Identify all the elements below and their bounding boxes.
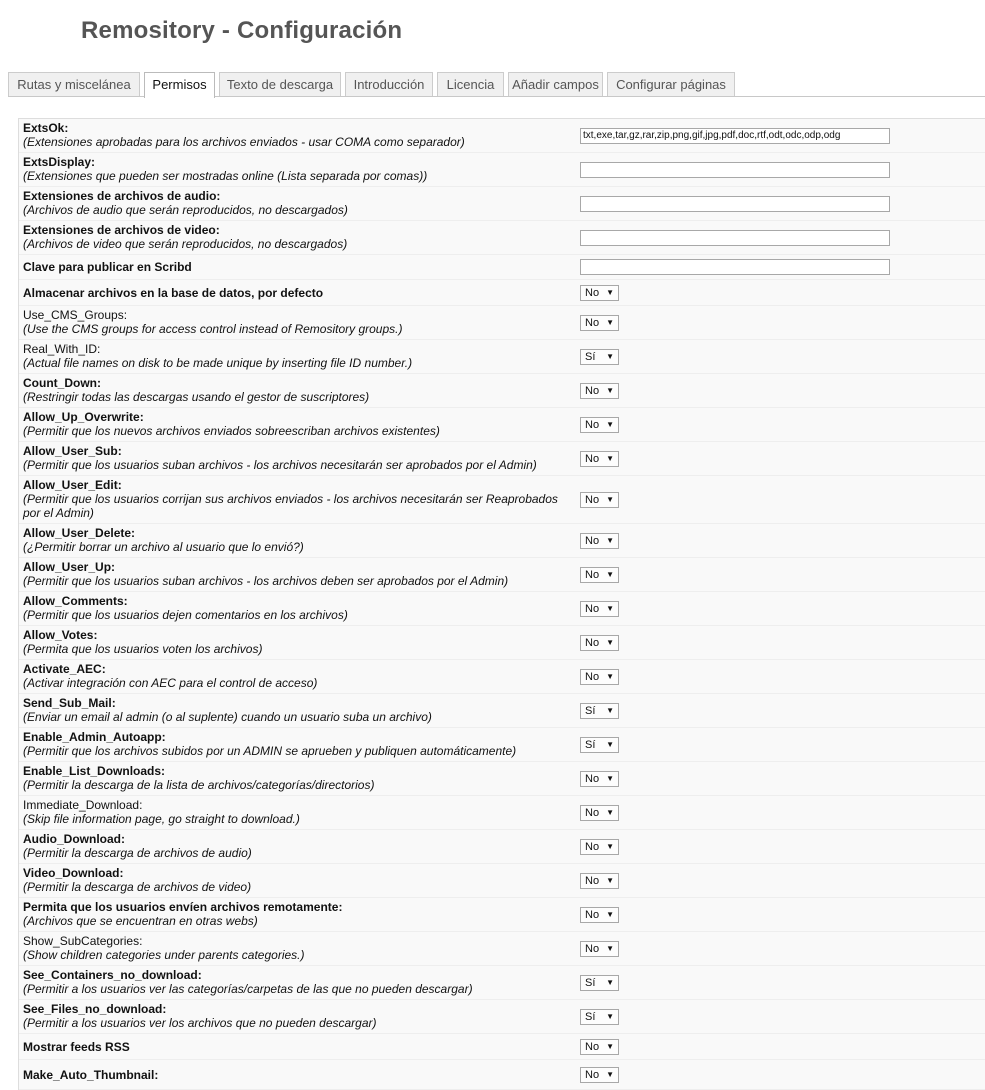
setting-name: Show_SubCategories:: [23, 934, 143, 948]
setting-yes-no-select[interactable]: [580, 703, 619, 719]
setting-label: [23, 1068, 573, 1082]
setting-description: (Enviar un email al admin (o al suplente) cuando un usuario suba un archivo): [23, 710, 432, 724]
setting-label: [23, 260, 573, 274]
setting-description: (Permitir a los usuarios ver los archivos que no pueden descargar): [23, 1016, 377, 1030]
setting-row: [19, 255, 985, 280]
setting-yes-no-select[interactable]: [580, 349, 619, 365]
setting-name: Audio_Download:: [23, 832, 125, 846]
setting-yes-no-select[interactable]: [580, 601, 619, 617]
setting-name: Allow_User_Delete:: [23, 526, 136, 540]
dropdown-arrow-icon: ▼: [606, 569, 614, 579]
setting-label: [23, 900, 573, 928]
select-value: No: [585, 1068, 600, 1081]
setting-row: [19, 932, 985, 966]
setting-label: [23, 968, 573, 996]
setting-yes-no-select[interactable]: [580, 417, 619, 433]
setting-row: [19, 1060, 985, 1090]
setting-name: See_Containers_no_download:: [23, 968, 202, 982]
setting-row: [19, 306, 985, 340]
setting-label: [23, 189, 573, 217]
setting-yes-no-select[interactable]: [580, 451, 619, 467]
dropdown-arrow-icon: ▼: [606, 419, 614, 429]
select-value: No: [585, 636, 600, 649]
select-value: No: [585, 493, 600, 506]
setting-yes-no-select[interactable]: [580, 941, 619, 957]
setting-name: Allow_Comments:: [23, 594, 128, 608]
setting-label: [23, 410, 573, 438]
setting-row: [19, 1034, 985, 1060]
setting-row: [19, 626, 985, 660]
setting-description: (Permitir la descarga de archivos de video): [23, 880, 252, 894]
dropdown-arrow-icon: ▼: [606, 807, 614, 817]
setting-description: (Archivos de video que serán reproducidos, no descargados): [23, 237, 348, 251]
dropdown-arrow-icon: ▼: [606, 535, 614, 545]
setting-row: [19, 796, 985, 830]
dropdown-arrow-icon: ▼: [606, 494, 614, 504]
setting-description: (Archivos que se encuentran en otras webs): [23, 914, 258, 928]
setting-description: (Extensiones que pueden ser mostradas online (Lista separada por comas)): [23, 169, 428, 183]
setting-label: [23, 342, 573, 370]
setting-yes-no-select[interactable]: [580, 771, 619, 787]
setting-label: [23, 286, 573, 300]
setting-description: (Permita que los usuarios voten los archivos): [23, 642, 263, 656]
tab-bar: [8, 72, 739, 97]
setting-name: Make_Auto_Thumbnail:: [23, 1067, 159, 1082]
setting-label: [23, 376, 573, 404]
setting-row: [19, 728, 985, 762]
setting-label: [23, 478, 573, 520]
setting-row: [19, 119, 985, 153]
dropdown-arrow-icon: ▼: [606, 287, 614, 297]
setting-yes-no-select[interactable]: [580, 669, 619, 685]
select-value: Sí: [585, 350, 596, 363]
dropdown-arrow-icon: ▼: [606, 637, 614, 647]
setting-label: [23, 223, 573, 251]
select-value: No: [585, 602, 600, 615]
setting-label: [23, 526, 573, 554]
setting-name: Use_CMS_Groups:: [23, 308, 128, 322]
setting-description: (Permitir la descarga de archivos de audio): [23, 846, 252, 860]
setting-row: [19, 476, 985, 524]
setting-description: (Skip file information page, go straight to download.): [23, 812, 300, 826]
setting-description: (Restringir todas las descargas usando el gestor de suscriptores): [23, 390, 370, 404]
tab-introduccion[interactable]: Introducción: [345, 72, 433, 97]
setting-yes-no-select[interactable]: [580, 1009, 619, 1025]
setting-description: (Extensiones aprobadas para los archivos enviados - usar COMA como separador): [23, 135, 465, 149]
setting-yes-no-select[interactable]: [580, 285, 619, 301]
setting-description: (Actual file names on disk to be made unique by inserting file ID number.): [23, 356, 413, 370]
select-value: Sí: [585, 1010, 596, 1023]
setting-yes-no-select[interactable]: [580, 533, 619, 549]
select-value: No: [585, 772, 600, 785]
dropdown-arrow-icon: ▼: [606, 977, 614, 987]
setting-row: [19, 592, 985, 626]
setting-label: [23, 444, 573, 472]
setting-description: (¿Permitir borrar un archivo al usuario que lo envió?): [23, 540, 304, 554]
setting-name: Extensiones de archivos de audio:: [23, 189, 221, 203]
select-value: No: [585, 670, 600, 683]
setting-row: [19, 187, 985, 221]
setting-label: [23, 121, 573, 149]
select-value: No: [585, 568, 600, 581]
dropdown-arrow-icon: ▼: [606, 841, 614, 851]
setting-row: [19, 442, 985, 476]
setting-label: [23, 560, 573, 588]
setting-row: [19, 340, 985, 374]
setting-yes-no-select[interactable]: [580, 315, 619, 331]
dropdown-arrow-icon: ▼: [606, 671, 614, 681]
select-value: Sí: [585, 738, 596, 751]
setting-row: [19, 558, 985, 592]
setting-yes-no-select[interactable]: [580, 975, 619, 991]
setting-yes-no-select[interactable]: [580, 383, 619, 399]
dropdown-arrow-icon: ▼: [606, 1069, 614, 1079]
setting-description: (Archivos de audio que serán reproducidos, no descargados): [23, 203, 348, 217]
setting-yes-no-select[interactable]: [580, 839, 619, 855]
setting-label: [23, 308, 573, 336]
select-value: Sí: [585, 704, 596, 717]
setting-description: (Permitir que los usuarios suban archivos - los archivos necesitarán ser aprobados por el Admin): [23, 458, 537, 472]
select-value: No: [585, 316, 600, 329]
setting-name: Clave para publicar en Scribd: [23, 260, 192, 274]
setting-row: [19, 660, 985, 694]
dropdown-arrow-icon: ▼: [606, 773, 614, 783]
setting-description: (Permitir la descarga de la lista de archivos/categorías/directorios): [23, 778, 375, 792]
setting-name: Permita que los usuarios envíen archivos remotamente:: [23, 900, 343, 914]
setting-row: [19, 694, 985, 728]
setting-text-input[interactable]: [580, 230, 890, 246]
setting-label: [23, 866, 573, 894]
setting-name: Allow_User_Edit:: [23, 478, 122, 492]
select-value: No: [585, 1040, 600, 1053]
setting-text-input[interactable]: [580, 162, 890, 178]
tab-configurar-paginas[interactable]: Configurar páginas: [607, 72, 735, 97]
select-value: No: [585, 452, 600, 465]
setting-description: (Permitir que los usuarios corrijan sus archivos enviados - los archivos necesitarán ser Reaprobados por el Admin): [23, 492, 558, 520]
select-value: No: [585, 908, 600, 921]
setting-name: Immediate_Download:: [23, 798, 143, 812]
setting-row: [19, 966, 985, 1000]
setting-row: [19, 524, 985, 558]
select-value: No: [585, 942, 600, 955]
select-value: No: [585, 840, 600, 853]
dropdown-arrow-icon: ▼: [606, 1041, 614, 1051]
dropdown-arrow-icon: ▼: [606, 875, 614, 885]
tab-anadir-campos[interactable]: Añadir campos: [508, 72, 603, 97]
setting-description: (Permitir a los usuarios ver las categorías/carpetas de las que no pueden descargar): [23, 982, 473, 996]
setting-name: Mostrar feeds RSS: [23, 1039, 130, 1054]
dropdown-arrow-icon: ▼: [606, 317, 614, 327]
setting-row: [19, 898, 985, 932]
setting-name: Allow_User_Up:: [23, 560, 116, 574]
setting-name: Activate_AEC:: [23, 662, 106, 676]
setting-label: [23, 1040, 573, 1054]
dropdown-arrow-icon: ▼: [606, 603, 614, 613]
select-value: No: [585, 384, 600, 397]
setting-label: [23, 1002, 573, 1030]
setting-description: (Permitir que los nuevos archivos enviados sobreescriban archivos existentes): [23, 424, 440, 438]
setting-label: [23, 730, 573, 758]
select-value: Sí: [585, 976, 596, 989]
setting-row: [19, 280, 985, 306]
dropdown-arrow-icon: ▼: [606, 1011, 614, 1021]
setting-row: [19, 864, 985, 898]
setting-row: [19, 221, 985, 255]
setting-description: (Permitir que los usuarios dejen comentarios en los archivos): [23, 608, 348, 622]
setting-yes-no-select[interactable]: [580, 492, 619, 508]
setting-label: [23, 832, 573, 860]
setting-row: [19, 374, 985, 408]
setting-name: Allow_Up_Overwrite:: [23, 410, 144, 424]
setting-name: Allow_User_Sub:: [23, 444, 122, 458]
select-value: No: [585, 534, 600, 547]
dropdown-arrow-icon: ▼: [606, 453, 614, 463]
select-value: No: [585, 286, 600, 299]
setting-name: ExtsDisplay:: [23, 155, 96, 169]
setting-yes-no-select[interactable]: [580, 873, 619, 889]
setting-text-input[interactable]: [580, 196, 890, 212]
setting-row: [19, 153, 985, 187]
setting-description: (Permitir que los usuarios suban archivos - los archivos deben ser aprobados por el Admin): [23, 574, 509, 588]
setting-label: [23, 155, 573, 183]
setting-yes-no-select[interactable]: [580, 737, 619, 753]
setting-row: [19, 1000, 985, 1034]
setting-label: [23, 696, 573, 724]
select-value: No: [585, 874, 600, 887]
setting-row: [19, 762, 985, 796]
setting-yes-no-select[interactable]: [580, 1039, 619, 1055]
setting-name: Allow_Votes:: [23, 628, 98, 642]
select-value: No: [585, 418, 600, 431]
setting-name: Enable_Admin_Autoapp:: [23, 730, 166, 744]
setting-text-input[interactable]: [580, 259, 890, 275]
page-title: Remository - Configuración: [81, 17, 403, 44]
setting-label: [23, 628, 573, 656]
setting-name: Extensiones de archivos de video:: [23, 223, 220, 237]
tab-licencia[interactable]: Licencia: [437, 72, 504, 97]
setting-label: [23, 594, 573, 622]
setting-description: (Use the CMS groups for access control instead of Remository groups.): [23, 322, 403, 336]
setting-row: [19, 408, 985, 442]
setting-name: Video_Download:: [23, 866, 124, 880]
tab-texto-de-descarga[interactable]: Texto de descarga: [219, 72, 341, 97]
setting-description: (Show children categories under parents categories.): [23, 948, 305, 962]
settings-panel: [18, 118, 985, 1090]
setting-label: [23, 764, 573, 792]
setting-name: Count_Down:: [23, 376, 101, 390]
setting-row: [19, 830, 985, 864]
setting-description: (Permitir que los archivos subidos por un ADMIN se aprueben y publiquen automáticamente): [23, 744, 517, 758]
setting-name: Real_With_ID:: [23, 342, 101, 356]
dropdown-arrow-icon: ▼: [606, 705, 614, 715]
setting-yes-no-select[interactable]: [580, 805, 619, 821]
setting-name: ExtsOk:: [23, 121, 69, 135]
dropdown-arrow-icon: ▼: [606, 943, 614, 953]
setting-yes-no-select[interactable]: [580, 1067, 619, 1083]
setting-yes-no-select[interactable]: [580, 635, 619, 651]
setting-yes-no-select[interactable]: [580, 907, 619, 923]
setting-label: [23, 798, 573, 826]
setting-label: [23, 934, 573, 962]
setting-description: (Activar integración con AEC para el control de acceso): [23, 676, 318, 690]
tab-rutas-y-miscelanea[interactable]: Rutas y miscelánea: [8, 72, 140, 97]
dropdown-arrow-icon: ▼: [606, 385, 614, 395]
setting-name: Enable_List_Downloads:: [23, 764, 166, 778]
dropdown-arrow-icon: ▼: [606, 739, 614, 749]
setting-name: See_Files_no_download:: [23, 1002, 167, 1016]
select-value: No: [585, 806, 600, 819]
dropdown-arrow-icon: ▼: [606, 909, 614, 919]
setting-text-input[interactable]: [580, 128, 890, 144]
setting-name: Send_Sub_Mail:: [23, 696, 116, 710]
tab-permisos[interactable]: Permisos: [144, 72, 215, 98]
setting-yes-no-select[interactable]: [580, 567, 619, 583]
setting-name: Almacenar archivos en la base de datos, por defecto: [23, 285, 324, 300]
setting-label: [23, 662, 573, 690]
dropdown-arrow-icon: ▼: [606, 351, 614, 361]
